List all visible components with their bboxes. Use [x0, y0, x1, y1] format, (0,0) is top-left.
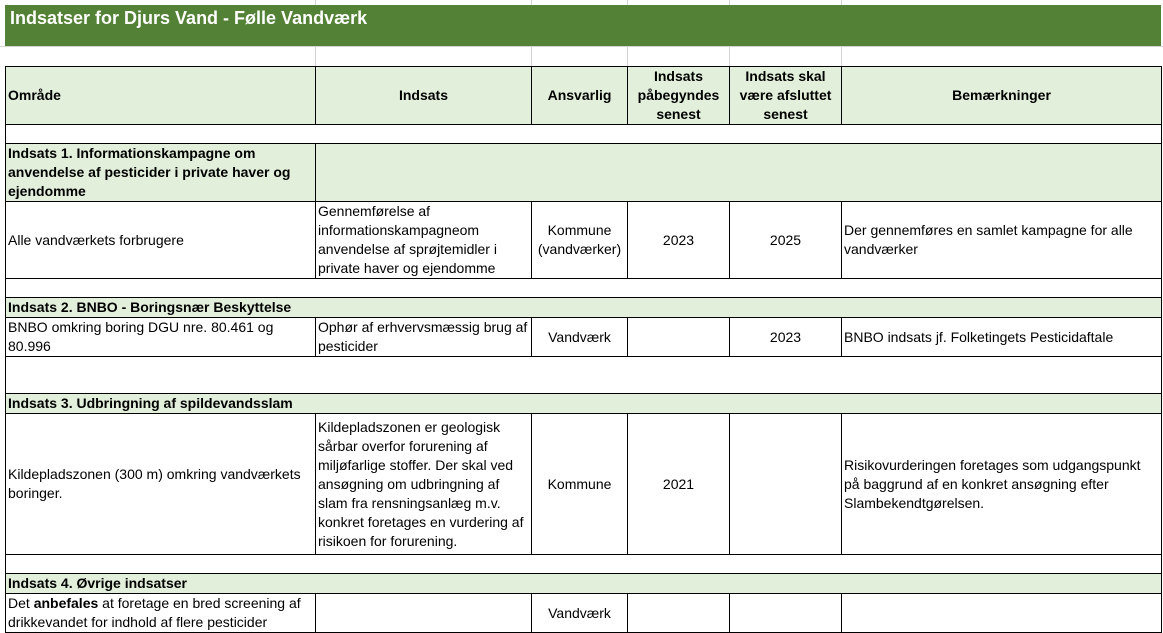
table-row	[6, 202, 1162, 279]
cell-paabegyndes[interactable]: 2023	[628, 202, 730, 279]
cell-bemaerkninger[interactable]: Der gennemføres en samlet kampagne for alle vandværker	[842, 202, 1162, 279]
cell-ansvarlig[interactable]: Kommune	[532, 414, 628, 555]
spacer-row	[6, 279, 1162, 298]
header-afsluttet[interactable]: Indsats skal være afsluttet senest	[730, 67, 842, 125]
cell-omraade[interactable]: Kildepladszonen (300 m) omkring vandværkets boringer.	[6, 414, 316, 555]
table-row	[6, 594, 1162, 633]
cell-bemaerkninger[interactable]: Risikovurderingen foretages som udgangspunkt på baggrund af en konkret ansøgning efter Slambekendtgørelsen.	[842, 414, 1162, 555]
header-row	[6, 67, 1162, 125]
cell-omraade-text-post: at foretage en bred screening af drikkevandet for indhold af flere pesticider	[8, 595, 301, 630]
cell-ansvarlig[interactable]: Kommune (vandværker)	[532, 202, 628, 279]
cell-omraade[interactable]: Alle vandværkets forbrugere	[6, 202, 316, 279]
spacer-row	[6, 357, 1162, 394]
header-indsats[interactable]: Indsats	[316, 67, 532, 125]
cell-indsats[interactable]: Ophør af erhvervsmæssig brug af pesticider	[316, 318, 532, 357]
cell-paabegyndes[interactable]: 2021	[628, 414, 730, 555]
cell-omraade[interactable]	[6, 594, 316, 633]
cell-afsluttet[interactable]	[730, 594, 842, 633]
spacer-row	[6, 555, 1162, 574]
cell-afsluttet[interactable]: 2023	[730, 318, 842, 357]
cell-bemaerkninger[interactable]	[842, 594, 1162, 633]
cell-indsats[interactable]: Gennemførelse af informationskampagneom anvendelse af sprøjtemidler i private haver og ejendomme	[316, 202, 532, 279]
cell-omraade-text-pre: Det	[8, 595, 34, 611]
cell-afsluttet[interactable]: 2025	[730, 202, 842, 279]
cell-ansvarlig[interactable]: Vandværk	[532, 594, 628, 633]
header-ansvarlig[interactable]: Ansvarlig	[532, 67, 628, 125]
cell-paabegyndes[interactable]	[628, 318, 730, 357]
table-row	[6, 318, 1162, 357]
spacer-row	[6, 125, 1162, 144]
section-4-row	[6, 574, 1162, 594]
cell-indsats[interactable]	[316, 594, 532, 633]
section-1-row	[6, 144, 1162, 202]
cell-omraade[interactable]: BNBO omkring boring DGU nre. 80.461 og 80.996	[6, 318, 316, 357]
cell-omraade-text-bold: anbefales	[33, 595, 99, 611]
section-3-row	[6, 394, 1162, 414]
cell-afsluttet[interactable]	[730, 414, 842, 555]
header-bemaerkninger[interactable]: Bemærkninger	[842, 67, 1162, 125]
section-1-title[interactable]: Indsats 1. Informationskampagne om anvendelse af pesticider i private haver og ejendomme	[6, 144, 316, 202]
header-omraade[interactable]: Område	[6, 67, 316, 125]
section-1-fill[interactable]	[316, 144, 1162, 202]
header-paabegyndes[interactable]: Indsats påbegyndes senest	[628, 67, 730, 125]
table-row	[6, 414, 1162, 555]
cell-ansvarlig[interactable]: Vandværk	[532, 318, 628, 357]
cell-indsats[interactable]: Kildepladszonen er geologisk sårbar overfor forurening af miljøfarlige stoffer. Der skal ved ansøgning om udbringning af slam fra rensningsanlæg m.v. konkret foretages en vurdering af risikoen for forurening.	[316, 414, 532, 555]
cell-bemaerkninger[interactable]: BNBO indsats jf. Folketingets Pesticidaftale	[842, 318, 1162, 357]
section-2-row	[6, 298, 1162, 318]
section-2-title[interactable]: Indsats 2. BNBO - Boringsnær Beskyttelse	[6, 298, 1162, 318]
measures-table	[5, 66, 1162, 633]
sheet-title[interactable]: Indsatser for Djurs Vand - Følle Vandværk	[5, 5, 1161, 46]
section-4-title[interactable]: Indsats 4. Øvrige indsatser	[6, 574, 1162, 594]
section-3-title[interactable]: Indsats 3. Udbringning af spildevandsslam	[6, 394, 1162, 414]
cell-paabegyndes[interactable]	[628, 594, 730, 633]
